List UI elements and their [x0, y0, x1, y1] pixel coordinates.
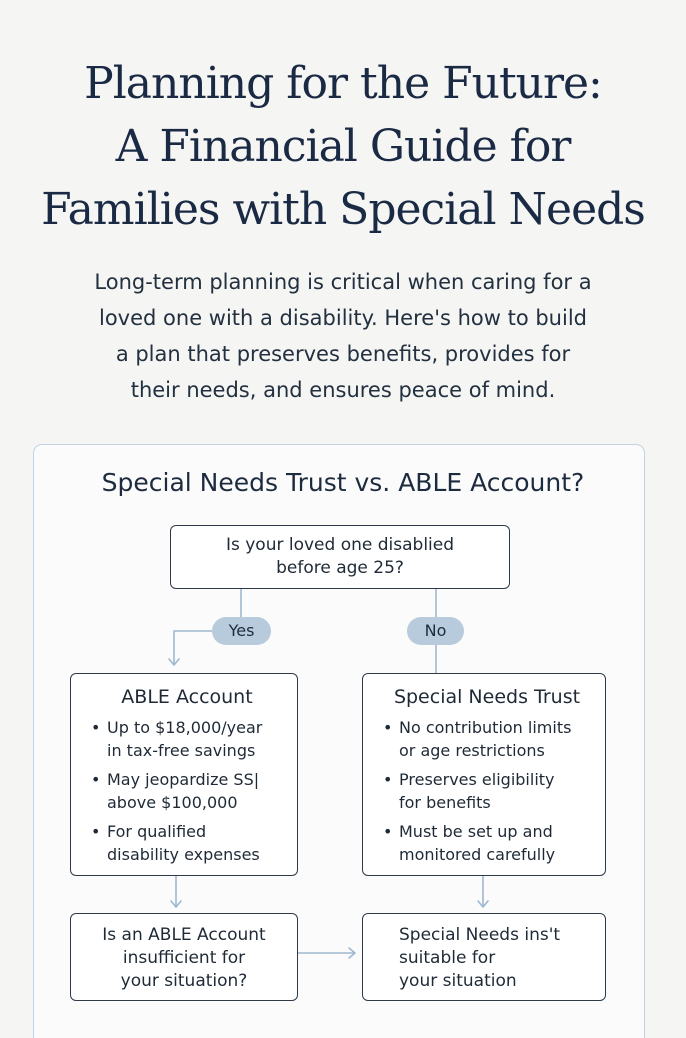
able-account-title: ABLE Account — [121, 686, 253, 708]
snt-bullet-2-line-2: for benefits — [399, 793, 491, 812]
snt-bullet-2 — [381, 768, 593, 814]
able-followup-line-2: insufficient for — [122, 948, 246, 968]
snt-followup-line-3: your situation — [399, 971, 517, 991]
snt-bullet-1-line-1: • No contribution limits — [399, 718, 572, 737]
able-bullet-3-line-1: • For qualified — [107, 822, 207, 841]
able-bullet-3 — [89, 820, 285, 866]
question-line-2: before age 25? — [276, 558, 404, 578]
able-account-card — [70, 673, 298, 876]
snt-bullet-3 — [381, 820, 593, 866]
flowchart-title: Special Needs Trust vs. ABLE Account? — [101, 468, 585, 497]
snt-bullet-3-line-1: • Must be set up and — [399, 822, 553, 841]
snt-bullet-2-line-1: • Preserves eligibility — [399, 770, 555, 789]
able-bullet-1-line-1: • Up to $18,000/year — [107, 718, 263, 737]
snt-bullet-3-line-2: monitored carefully — [399, 845, 556, 864]
title-line-1: Planning for the Future: — [84, 58, 602, 109]
able-bullet-1-line-2: in tax-free savings — [107, 741, 256, 760]
snt-bullet-1-line-2: or age restrictions — [399, 741, 545, 760]
able-bullet-2 — [89, 768, 285, 814]
able-bullet-3-line-2: disability expenses — [107, 845, 260, 864]
question-line-1: Is your loved one disablied — [225, 535, 455, 555]
snt-bullet-1 — [381, 716, 593, 762]
intro-line-3: a plan that preserves benefits, provides for — [115, 342, 571, 366]
able-bullet-1 — [89, 716, 285, 762]
title-line-2: A Financial Guide for — [115, 121, 571, 172]
page-title — [0, 52, 686, 241]
special-needs-trust-title: Special Needs Trust — [393, 686, 581, 708]
able-followup-line-1: Is an ABLE Account — [102, 925, 266, 945]
snt-followup-line-1: Special Needs ins't — [399, 925, 561, 945]
able-followup-line-3: your situation? — [120, 971, 248, 991]
no-pill: No — [407, 617, 464, 645]
able-bullet-2-line-1: • May jeopardize SS| — [107, 770, 260, 789]
title-line-3: Families with Special Needs — [41, 184, 645, 235]
intro-paragraph — [0, 264, 686, 408]
able-bullet-2-line-2: above $100,000 — [107, 793, 238, 812]
snt-followup-line-2: suitable for — [399, 948, 496, 968]
yes-pill: Yes — [212, 617, 271, 645]
intro-line-1: Long-term planning is critical when caring for a — [94, 270, 592, 294]
intro-line-4: their needs, and ensures peace of mind. — [130, 378, 556, 402]
special-needs-trust-card — [362, 673, 606, 876]
intro-line-2: loved one with a disability. Here's how to build — [99, 306, 587, 330]
snt-followup-box — [362, 913, 606, 1001]
question-box-disabled-before-25 — [170, 525, 510, 589]
able-followup-question-box — [70, 913, 298, 1001]
